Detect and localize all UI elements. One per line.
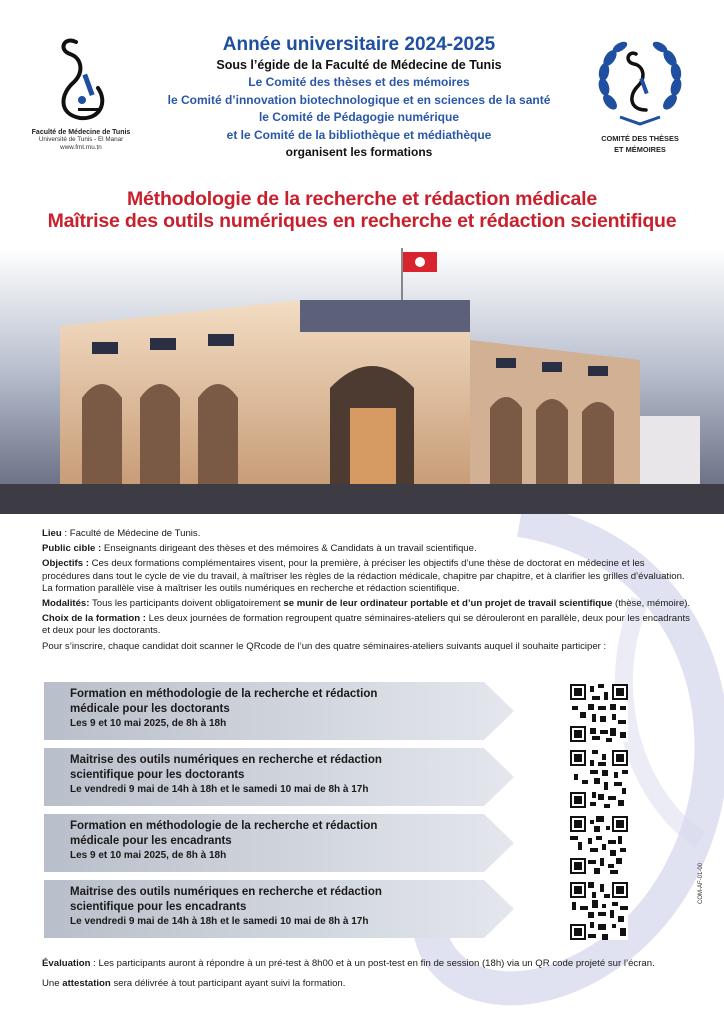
modalities-label: Modalités: <box>42 598 90 610</box>
session-title-line: Maitrise des outils numériques en recherche et rédaction <box>70 886 382 898</box>
footer-section <box>42 958 692 997</box>
modalities-emphasis: se munir de leur ordinateur portable et d’un projet de travail scientifique <box>283 598 613 610</box>
committee-line: le Comité d’innovation biotechnologique et en sciences de la santé <box>167 92 551 107</box>
venue-text: : Faculté de Médecine de Tunis. <box>61 528 201 539</box>
session-date: Les 9 et 10 mai 2025, de 8h à 18h <box>70 718 227 729</box>
training-titles <box>0 188 724 232</box>
audience-paragraph <box>42 543 692 555</box>
faculty-website: www.fmt.rnu.tn <box>60 144 102 151</box>
session-title-line: scientifique pour les encadrants <box>70 901 247 913</box>
faculty-building-photo <box>0 248 724 514</box>
committee-line: et le Comité de la bibliothèque et médiathèque <box>226 127 492 142</box>
training-title-1: Méthodologie de la recherche et rédaction médicale <box>126 188 598 210</box>
training-title-2: Maîtrise des outils numériques en recherche et rédaction scientifique <box>47 210 677 232</box>
evaluation-text: : Les participants auront à répondre à un pré-test à 8h00 et à un post-test en fin de session (18h) via un QR code projeté sur l’écran. <box>90 958 655 969</box>
evaluation-paragraph <box>42 958 692 971</box>
sessions-list <box>44 682 704 946</box>
choice-label: Choix de la formation : <box>42 613 146 625</box>
modalities-text: Tous les participants doivent obligatoirement <box>89 598 284 610</box>
university-name: Université de Tunis - El Manar <box>38 136 124 143</box>
session-date: Les 9 et 10 mai 2025, de 8h à 18h <box>70 850 227 861</box>
committee-line: Le Comité des thèses et des mémoires <box>248 75 470 89</box>
venue-label: Lieu <box>42 528 62 539</box>
audience-text: Enseignants dirigeant des thèses et des mémoires & Candidats à un travail scientifique. <box>101 543 477 555</box>
faculty-emblem-icon <box>46 32 116 127</box>
faculty-logo <box>26 32 136 162</box>
session-title-line: Maitrise des outils numériques en recherche et rédaction <box>70 754 382 766</box>
qr-code[interactable] <box>570 684 628 742</box>
session-title-line: Formation en méthodologie de la recherche et rédaction <box>70 688 378 700</box>
certificate-label: attestation <box>62 977 111 989</box>
title-block <box>140 34 578 161</box>
session-item <box>44 880 704 942</box>
certificate-paragraph <box>42 978 692 991</box>
choice-text: Les deux journées de formation regroupent quatre séminaires-ateliers qui se dérouleront en parallèle, deux pour les encadrants et deux pour les doctorants. <box>42 613 690 637</box>
choice-paragraph <box>42 613 692 637</box>
header <box>0 0 724 250</box>
session-item <box>44 682 704 744</box>
modalities-paragraph <box>42 598 692 610</box>
session-item <box>44 748 704 810</box>
session-item <box>44 814 704 876</box>
objectives-label: Objectifs : <box>42 558 89 570</box>
faculty-name: Faculté de Médecine de Tunis <box>31 129 131 136</box>
academic-year: Année universitaire 2024-2025 <box>222 34 496 55</box>
session-title-line: médicale pour les doctorants <box>70 703 230 715</box>
aegis-line: Sous l’égide de la Faculté de Médecine de Tunis <box>216 58 502 72</box>
venue-paragraph <box>42 528 692 540</box>
committee-name-line: ET MÉMOIRES <box>614 145 666 154</box>
document-code: COM-AF-01-00 <box>698 862 704 904</box>
session-title-line: médicale pour les encadrants <box>70 835 232 847</box>
certificate-text: Une <box>42 977 63 989</box>
information-section <box>42 528 692 659</box>
committee-line: le Comité de Pédagogie numérique <box>258 110 460 124</box>
session-title-line: scientifique pour les doctorants <box>70 769 245 781</box>
qr-code[interactable] <box>570 882 628 940</box>
evaluation-label: Évaluation <box>42 958 91 969</box>
certificate-text-end: sera délivrée à tout participant ayant suivi la formation. <box>110 977 346 989</box>
registration-instructions: Pour s’inscrire, chaque candidat doit scanner le QRcode de l’un des quatre séminaires-ateliers suivants auquel il souhaite participer : <box>42 640 607 652</box>
session-title-line: Formation en méthodologie de la recherche et rédaction <box>70 820 378 832</box>
session-date: Le vendredi 9 mai de 14h à 18h et le samedi 10 mai de 8h à 17h <box>70 916 369 927</box>
qr-code[interactable] <box>570 750 628 808</box>
objectives-text: Ces deux formations complémentaires visent, pour la première, à préciser les objectifs d’une thèse de doctorat en médecine et les procédures dans tout le cycle de vie du travail, à maîtriser les règles de la rédaction médicale, chapitre par chapitre, et à clarifier les grilles d’évaluation. La formation parallèle vise à maîtriser les outils numériques en recherche et rédaction scientifique. <box>42 558 685 594</box>
audience-label: Public cible : <box>42 543 102 555</box>
session-date: Le vendredi 9 mai de 14h à 18h et le samedi 10 mai de 8h à 17h <box>70 784 369 795</box>
committee-name-line: COMITÉ DES THÈSES <box>601 134 679 143</box>
organize-line: organisent les formations <box>285 145 433 159</box>
laurel-wreath-icon <box>590 32 690 132</box>
committee-logo <box>582 32 698 162</box>
qr-code[interactable] <box>570 816 628 874</box>
objectives-paragraph <box>42 558 692 595</box>
modalities-text-end: (thèse, mémoire). <box>612 598 691 610</box>
